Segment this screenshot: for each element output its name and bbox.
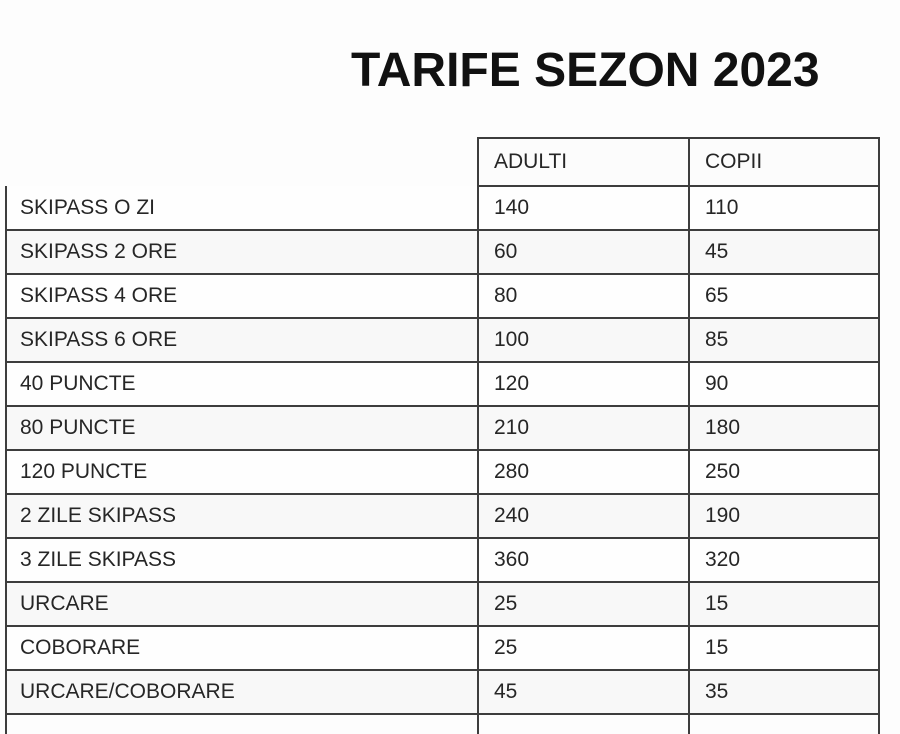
tariff-price-adulti: 25 [478,582,689,626]
tariff-price-copii: 65 [689,274,879,318]
tariff-table-header [6,138,879,186]
cutoff-copii-cell [689,714,879,734]
cutoff-adulti-cell [478,714,689,734]
tariff-price-copii: 85 [689,318,879,362]
tariff-label: COBORARE [6,626,478,670]
header-empty-cell [6,138,478,186]
tariff-price-adulti: 240 [478,494,689,538]
tariff-price-copii: 320 [689,538,879,582]
tariff-label: URCARE/COBORARE [6,670,478,714]
table-row [6,406,879,450]
tariff-label: SKIPASS O ZI [6,186,478,230]
tariff-price-adulti: 210 [478,406,689,450]
table-row [6,670,879,714]
tariff-price-copii: 35 [689,670,879,714]
tariff-price-adulti: 25 [478,626,689,670]
table-row [6,494,879,538]
tariff-price-adulti: 80 [478,274,689,318]
tariff-price-adulti: 140 [478,186,689,230]
tariff-label: URCARE [6,582,478,626]
tariff-label: 2 ZILE SKIPASS [6,494,478,538]
tariff-label: SKIPASS 4 ORE [6,274,478,318]
table-row [6,626,879,670]
header-row [6,138,879,186]
tariff-price-copii: 45 [689,230,879,274]
cutoff-label-cell [6,714,478,734]
tariff-table-cutoff [6,714,879,734]
table-row [6,186,879,230]
header-copii: COPII [689,138,879,186]
page-title: TARIFE SEZON 2023 [351,44,820,97]
tariff-price-adulti: 280 [478,450,689,494]
tariff-price-copii: 250 [689,450,879,494]
table-row [6,582,879,626]
tariff-label: 80 PUNCTE [6,406,478,450]
tariff-price-copii: 110 [689,186,879,230]
tariff-price-copii: 180 [689,406,879,450]
tariff-price-adulti: 120 [478,362,689,406]
tariff-price-copii: 15 [689,626,879,670]
tariff-table [5,137,880,734]
tariff-label: 3 ZILE SKIPASS [6,538,478,582]
tariff-price-copii: 15 [689,582,879,626]
tariff-label: SKIPASS 6 ORE [6,318,478,362]
tariff-price-adulti: 45 [478,670,689,714]
tariff-price-adulti: 360 [478,538,689,582]
tariff-label: 120 PUNCTE [6,450,478,494]
table-row [6,450,879,494]
tariff-price-copii: 190 [689,494,879,538]
table-row [6,274,879,318]
table-row [6,318,879,362]
cutoff-row [6,714,879,734]
header-adulti: ADULTI [478,138,689,186]
tariff-label: SKIPASS 2 ORE [6,230,478,274]
tariff-table-body [6,186,879,714]
table-row [6,362,879,406]
tariff-label: 40 PUNCTE [6,362,478,406]
tariff-price-adulti: 100 [478,318,689,362]
table-row [6,230,879,274]
tariff-price-copii: 90 [689,362,879,406]
table-row [6,538,879,582]
tariff-price-adulti: 60 [478,230,689,274]
